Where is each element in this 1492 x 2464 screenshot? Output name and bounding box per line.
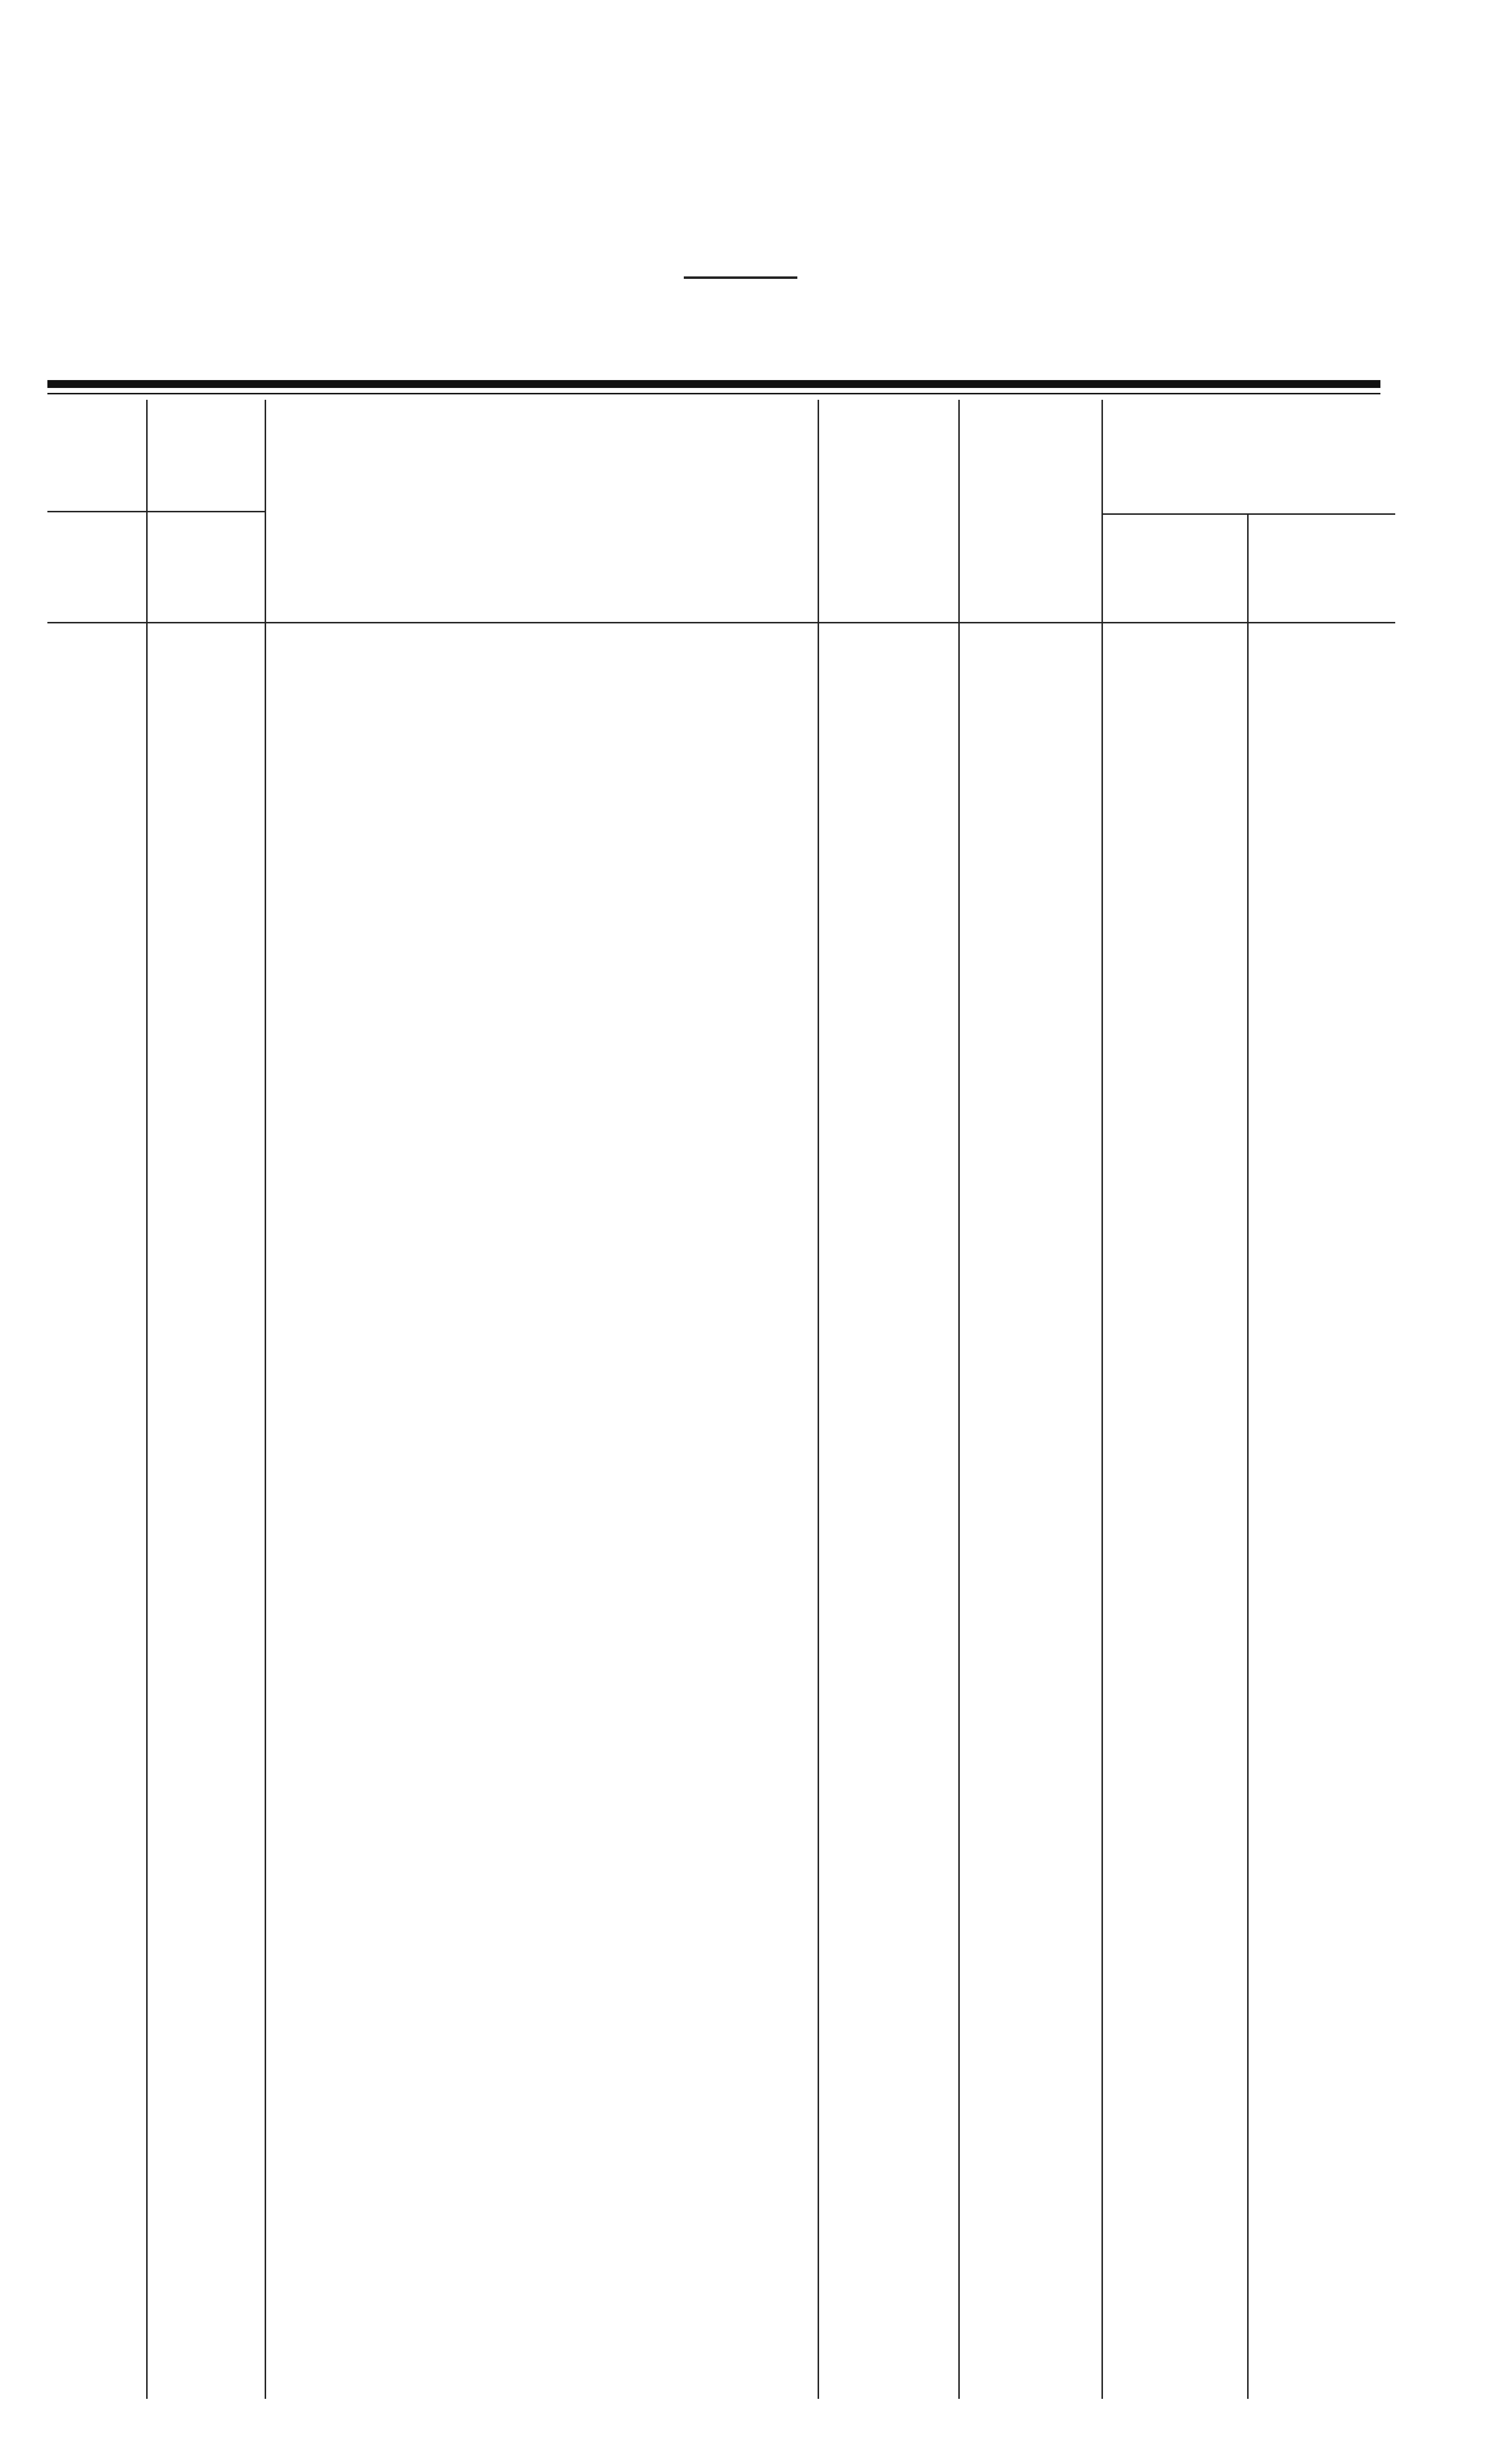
col-divider (1247, 513, 1249, 2399)
header-bottom-rule (47, 622, 1395, 623)
col-divider (1101, 400, 1103, 2399)
col-divider (265, 400, 266, 2399)
col-divider (958, 400, 960, 2399)
col-divider (146, 400, 148, 2399)
header-rule (1101, 513, 1395, 515)
table-top-rule-thin (47, 393, 1380, 394)
header-rule (47, 511, 265, 512)
details-table (47, 400, 1395, 2424)
title-divider (684, 276, 797, 279)
table-top-rule-thick (47, 380, 1380, 388)
col-divider (818, 400, 819, 2399)
